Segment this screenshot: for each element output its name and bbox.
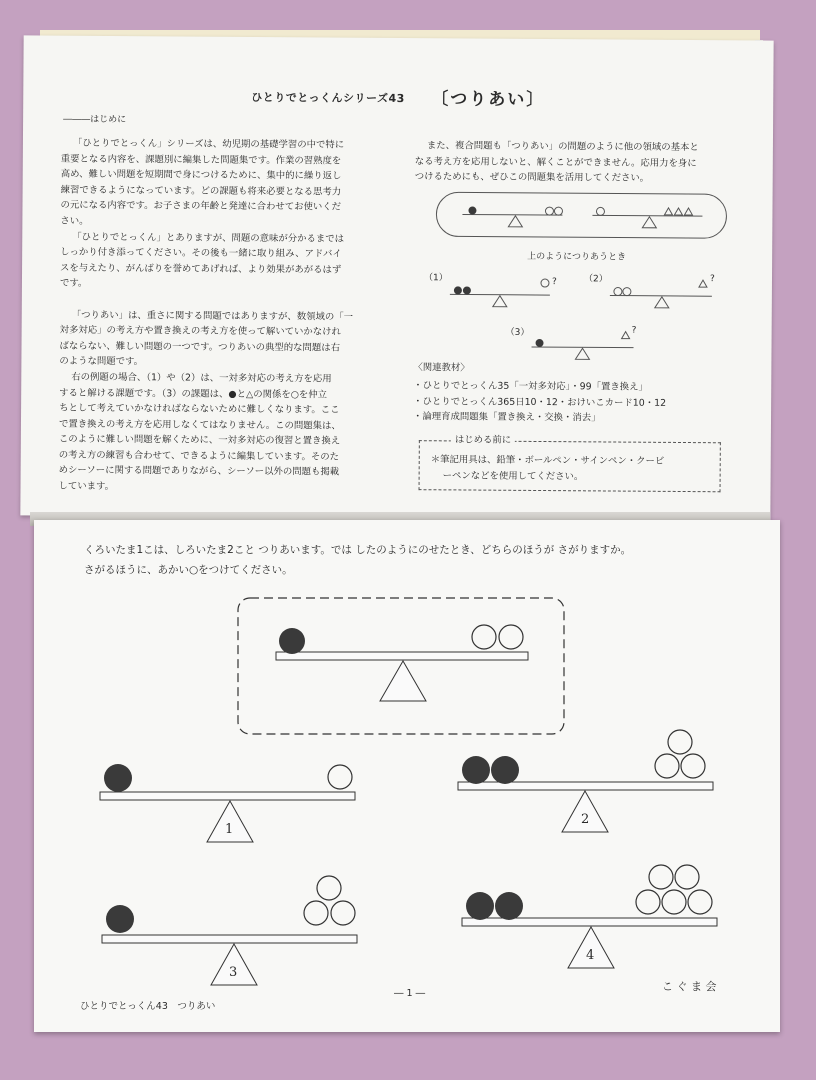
question-mark: ? xyxy=(709,274,715,285)
white-ball xyxy=(317,876,341,900)
triangle-weight xyxy=(684,208,692,215)
black-ball xyxy=(491,756,519,784)
intro-line: ちとして考えていかなければならないために難しくなります。ここ xyxy=(59,402,340,416)
white-ball xyxy=(655,754,679,778)
bottom-page xyxy=(34,520,780,1032)
right-line: また、複合問題も「つりあい」の問題のように他の領域の基本と xyxy=(426,140,699,154)
black-ball xyxy=(279,628,305,654)
related-heading: 〈関連教材〉 xyxy=(413,362,470,374)
white-ball xyxy=(623,288,631,296)
related-list xyxy=(413,378,666,427)
before-start-heading: はじめる前に xyxy=(451,432,515,448)
white-ball xyxy=(596,207,604,215)
related-item: ・ひとりでとっくん365日10・12・おけいこカード10・12 xyxy=(413,395,667,409)
related-item: ・論理育成問題集「置き換え・交換・消去」 xyxy=(412,411,601,424)
intro-line: のような問題です。 xyxy=(59,355,144,368)
white-ball xyxy=(545,207,553,215)
example-label-2: （2） xyxy=(583,274,608,285)
before-start-line: ＊筆記用具は、鉛筆・ボールペン・サインペン・クービ xyxy=(430,454,665,467)
problem-number-2: 2 xyxy=(581,812,590,827)
fulcrum-triangle xyxy=(642,217,656,228)
white-ball xyxy=(614,288,622,296)
white-ball xyxy=(541,279,549,287)
black-ball xyxy=(462,756,490,784)
intro-line: 右の例題の場合、（1）や（2）は、一対多対応の考え方を応用 xyxy=(71,371,332,385)
publisher-name: こ ぐ ま 会 xyxy=(662,980,717,993)
black-ball xyxy=(106,905,134,933)
fulcrum-triangle xyxy=(380,661,426,701)
intro-line: 「ひとりでとっくん」とありますが、問題の意味が分かるまでは xyxy=(72,231,345,245)
intro-line: 対多対応」の考え方や置き換えの考え方を使って解いていかなけれ xyxy=(59,324,341,338)
question-mark: ? xyxy=(551,277,557,288)
question-line: さがるほうに、あかい○をつけてください。 xyxy=(84,564,293,576)
question-line: くろいたま1こは、しろいたま2こと つりあいます。では したのようにのせたとき、どちらのほうが さがりますか。 xyxy=(84,544,632,556)
white-ball xyxy=(675,865,699,889)
black-ball xyxy=(468,206,476,214)
intro-heading: ―――はじめに xyxy=(63,114,127,126)
top-page xyxy=(20,35,773,520)
white-ball xyxy=(662,890,686,914)
beam-4 xyxy=(462,918,717,926)
white-ball xyxy=(554,207,562,215)
intro-line: で置き換えの考え方を応用しなくてはなりません。この問題集は、 xyxy=(58,418,341,432)
seesaw-problems xyxy=(34,520,780,1032)
white-ball xyxy=(304,901,328,925)
intro-line: さい。 xyxy=(60,215,89,227)
problem-number-1: 1 xyxy=(225,822,234,837)
intro-line: このように難しい問題を解くために、一対多対応の復習と置き換え xyxy=(58,433,341,447)
main-title: 〔つりあい〕 xyxy=(431,89,546,111)
black-ball xyxy=(454,286,462,294)
related-item: ・ひとりでとっくん35「一対多対応」・99「置き換え」 xyxy=(413,380,648,393)
triangle-weight xyxy=(674,208,682,215)
problem-number-3: 3 xyxy=(229,965,238,980)
triangle-weight xyxy=(699,280,707,287)
white-ball xyxy=(636,890,660,914)
question-mark: ? xyxy=(631,325,637,336)
white-ball xyxy=(668,730,692,754)
intro-line: 「ひとりでとっくん」シリーズは、幼児期の基礎学習の中で特に xyxy=(72,137,345,151)
triangle-weight xyxy=(622,332,630,339)
black-ball xyxy=(104,764,132,792)
problem-number-4: 4 xyxy=(586,948,595,963)
example-beam xyxy=(276,652,528,660)
beam-2 xyxy=(458,782,713,790)
black-ball xyxy=(495,892,523,920)
right-line: つけるためにも、ぜひこの問題集を活用してください。 xyxy=(414,171,650,184)
fulcrum-triangle xyxy=(655,297,669,308)
white-ball xyxy=(331,901,355,925)
intro-line: の元になる内容です。お子さまの年齢と発達に合わせてお使いくだ xyxy=(60,200,342,213)
intro-line: 重要となる内容を、課題別に編集した問題集です。作業の習熟度を xyxy=(60,153,342,167)
white-ball xyxy=(681,754,705,778)
white-ball xyxy=(472,625,496,649)
white-ball xyxy=(499,625,523,649)
black-ball xyxy=(463,286,471,294)
white-ball xyxy=(649,865,673,889)
intro-line: 「つりあい」は、重さに関する問題ではありますが、数領域の「一 xyxy=(71,309,354,323)
intro-line: しています。 xyxy=(58,480,115,493)
black-ball xyxy=(466,892,494,920)
before-start-text xyxy=(431,452,665,485)
intro-line: めシーソーに関する問題でありながら、シーソー以外の問題も掲載 xyxy=(58,465,340,479)
example-label-1: （1） xyxy=(423,273,448,284)
before-start-line: ーペンなどを使用してください。 xyxy=(442,469,584,482)
intro-line: スを与えたり、がんばりを誉めてあげれば、より効果があがるはず xyxy=(60,262,342,276)
white-ball xyxy=(328,765,352,789)
black-ball xyxy=(536,339,544,347)
intro-line: すると解ける課題です。（3）の課題は、●と△の関係を○を仲立 xyxy=(59,387,328,401)
series-title: ひとりでとっくんシリーズ43 xyxy=(251,90,405,106)
example-label-3: （3） xyxy=(505,327,530,338)
beam-1 xyxy=(100,792,355,800)
intro-line: です。 xyxy=(59,277,88,290)
fulcrum-triangle xyxy=(508,216,522,227)
example-caption: 上のようにつりあうとき xyxy=(527,251,627,263)
intro-line: の考え方の練習も合わせて、できるように編集しています。そのた xyxy=(58,449,340,463)
intro-line: ばならない、難しい問題の一つです。つりあいの典型的な問題は右 xyxy=(59,340,341,354)
fulcrum-triangle xyxy=(493,296,507,307)
white-ball xyxy=(688,890,712,914)
footer-title: ひとりでとっくん43 つりあい xyxy=(80,1001,216,1012)
intro-line: 高め、難しい問題を短期間で身につけるために、集中的に繰り返し xyxy=(60,168,342,182)
beam-3 xyxy=(102,935,357,943)
page-number: ― 1 ― xyxy=(394,988,426,999)
right-line: なる考え方を応用しないと、解くことができません。応用力を身に xyxy=(414,155,697,169)
intro-line: しっかり付き添ってください。その後も一緒に取り組み、アドバイ xyxy=(60,246,342,260)
fulcrum-triangle xyxy=(575,348,589,359)
intro-line: 練習できるようになっています。どの課題も将来必要となる思考力 xyxy=(60,184,342,198)
triangle-weight xyxy=(664,208,672,215)
